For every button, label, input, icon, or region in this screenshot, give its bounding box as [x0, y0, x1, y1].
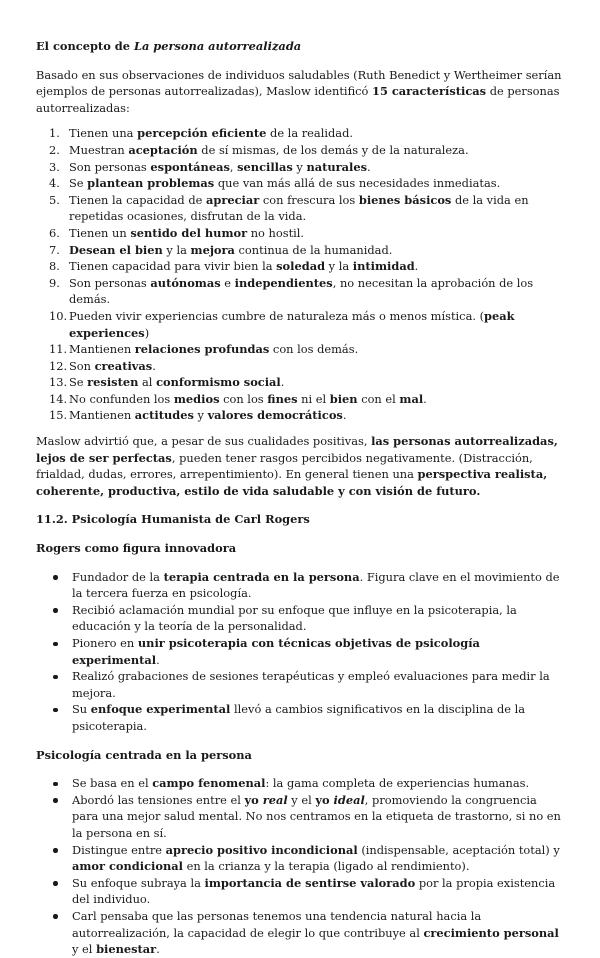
text-run: de la realidad.: [266, 126, 353, 141]
text-run: .: [280, 375, 285, 390]
text-run: Son: [69, 358, 95, 373]
numbered-list-item: [36, 407, 566, 424]
text-run: crecimiento personal: [423, 925, 559, 940]
list-number: 10.: [49, 308, 68, 323]
list-number: 14.: [49, 391, 68, 406]
text-run: al: [138, 375, 157, 390]
bullet-dot-icon: [53, 881, 58, 886]
text-run: por la propia existencia del individuo.: [72, 875, 556, 907]
numbered-list-item: [36, 358, 566, 375]
section-title-autorrealizada: [36, 38, 566, 55]
text-run: Desean el bien: [69, 242, 163, 257]
text-run: resisten: [87, 375, 139, 390]
text-run: .: [414, 259, 419, 274]
document-page: [36, 38, 566, 958]
list-number: 5.: [49, 192, 60, 207]
text-run: .: [156, 652, 160, 667]
bullet-dot-icon: [53, 642, 58, 647]
text-run: Maslow advirtió que, a pesar de sus cualidades positivas,: [36, 434, 372, 449]
text-run: medios: [173, 391, 220, 406]
text-run: y: [292, 159, 307, 174]
bullet-list-item: [36, 569, 566, 602]
bullet-list-item: [36, 602, 566, 635]
innovadora-bullet-list: [36, 569, 566, 735]
numbered-list-item: [36, 125, 566, 142]
text-run: : la gama completa de experiencias humanas.: [265, 776, 530, 791]
list-number: 2.: [49, 142, 60, 157]
text-run: enfoque experimental: [90, 702, 231, 717]
text-run: unir psicoterapia con técnicas objetivas de psicología experimental: [72, 636, 480, 667]
text-run: . Figura clave en el movimiento de la tercera fuerza en psicología.: [72, 569, 560, 601]
text-run: fines: [267, 391, 298, 406]
text-run: Abordó las tensiones entre el: [72, 792, 245, 807]
intro-paragraph: [36, 67, 566, 117]
bullet-list-item: [36, 701, 566, 734]
bullet-list-item: [36, 635, 566, 668]
bullet-dot-icon: [53, 914, 58, 919]
text-run: que van más allá de sus necesidades inmediatas.: [214, 176, 501, 191]
text-run: .: [367, 159, 371, 174]
text-run: no hostil.: [247, 225, 305, 240]
text-run: actitudes: [134, 408, 194, 423]
text-run: (indispensable, aceptación total) y: [357, 842, 560, 857]
text-run: y la: [325, 259, 353, 274]
numbered-list-item: [36, 242, 566, 259]
text-run: bien: [329, 391, 358, 406]
text-run: ni el: [297, 391, 330, 406]
list-number: 7.: [49, 242, 60, 257]
text-run: terapia centrada en la persona: [163, 569, 360, 584]
text-run: Recibió aclamación mundial por su enfoque que influye en la psicoterapia, la educación y la teoría de la personalidad.: [72, 602, 517, 634]
text-run: Tienen una: [69, 126, 138, 141]
bullet-dot-icon: [53, 798, 58, 803]
numbered-list-item: [36, 308, 566, 341]
numbered-list-item: [36, 391, 566, 408]
numbered-list-item: [36, 175, 566, 192]
text-run: yo: [244, 792, 263, 807]
subsection-title-innovadora: Rogers como figura innovadora: [36, 541, 237, 556]
text-run: Pueden vivir experiencias cumbre de naturaleza más o menos mística. (: [69, 308, 485, 323]
text-run: valores democráticos: [207, 408, 343, 423]
text-run: intimidad: [352, 259, 415, 274]
numbered-list-item: [36, 341, 566, 358]
bullet-list-item: [36, 875, 566, 908]
text-run: e: [220, 275, 235, 290]
list-number: 12.: [49, 358, 68, 373]
list-number: 3.: [49, 159, 60, 174]
text-run: 15 características: [372, 84, 487, 99]
list-number: 13.: [49, 375, 68, 390]
text-run: peak experiences: [69, 308, 515, 340]
bullet-dot-icon: [53, 848, 58, 853]
text-run: con los demás.: [269, 342, 359, 357]
text-run: .: [152, 358, 156, 373]
text-run: llevó a cambios significativos en la disciplina de la psicoterapia.: [72, 702, 526, 733]
characteristics-list: [36, 125, 566, 424]
text-run: Tienen capacidad para vivir bien la: [69, 259, 277, 274]
section-title-rogers: 11.2. Psicología Humanista de Carl Rogers: [36, 512, 310, 527]
text-run: apreciar: [206, 192, 260, 207]
numbered-list-item: [36, 258, 566, 275]
text-run: mal: [399, 391, 424, 406]
text-run: de personas autorrealizadas:: [36, 84, 560, 115]
text-run: continua de la humanidad.: [234, 242, 393, 257]
text-run: yo: [315, 792, 334, 807]
text-run: Su: [72, 702, 91, 717]
bullet-dot-icon: [53, 708, 58, 713]
text-run: , no necesitan la aprobación de los demás.: [69, 275, 534, 307]
list-number: 8.: [49, 259, 60, 274]
numbered-list-item: [36, 159, 566, 176]
list-number: 15.: [49, 408, 68, 423]
text-run: ,: [229, 159, 238, 174]
numbered-list-item: [36, 192, 566, 225]
numbered-list-item: [36, 225, 566, 242]
list-number: 9.: [49, 275, 60, 290]
subsection-title-centrada: Psicología centrada en la persona: [36, 747, 252, 762]
text-run: mejora: [190, 242, 235, 257]
text-run: importancia de sentirse valorado: [204, 875, 416, 890]
text-run: Tienen la capacidad de: [69, 192, 206, 207]
text-run: Carl pensaba que las personas tenemos una tendencia natural hacia la autorrealización, la capacidad de elegir lo que contribuye al: [72, 908, 482, 940]
bullet-list-item: [36, 792, 566, 842]
text-run: y el: [72, 942, 97, 957]
text-run: Tienen un: [69, 225, 131, 240]
text-run: campo fenomenal: [152, 776, 266, 791]
list-number: 6.: [49, 225, 60, 240]
text-run: Se basa en el: [72, 776, 153, 791]
text-run: percepción eficiente: [137, 126, 267, 141]
text-run: .: [342, 408, 347, 423]
text-run: las personas autorrealizadas, lejos de ser perfectas: [36, 434, 558, 465]
text-run: Fundador de la: [72, 569, 164, 584]
text-run: creativas: [94, 358, 153, 373]
title-plain: El concepto de: [36, 39, 134, 53]
text-run: de la vida en repetidas ocasiones, disfrutan de la vida.: [69, 192, 529, 224]
bullet-dot-icon: [53, 608, 58, 613]
text-run: , pueden tener rasgos percibidos negativamente. (Distracción, frialdad, dudas, errores, arrepentimiento). En general tienen una: [36, 450, 533, 482]
text-run: con el: [357, 391, 400, 406]
text-run: ideal: [333, 792, 365, 807]
text-run: .: [156, 942, 160, 957]
text-run: y la: [162, 242, 191, 257]
bullet-list-item: [36, 775, 566, 792]
text-run: Pionero en: [72, 636, 138, 650]
text-run: autónomas: [150, 275, 221, 290]
text-run: Son personas: [69, 159, 151, 174]
bullet-dot-icon: [53, 782, 58, 787]
text-run: con los: [219, 391, 268, 406]
text-run: perspectiva realista, coherente, productiva, estilo de vida saludable y con visión de futuro.: [36, 467, 548, 498]
text-run: de sí mismas, de los demás y de la naturaleza.: [197, 142, 469, 157]
text-run: Se: [69, 176, 88, 191]
text-run: Mantienen: [69, 342, 135, 357]
text-run: amor condicional: [72, 859, 183, 874]
text-run: relaciones profundas: [134, 342, 270, 357]
text-run: Muestran: [69, 142, 129, 157]
text-run: real: [262, 792, 288, 807]
text-run: No confunden los: [69, 391, 174, 406]
text-run: naturales: [306, 159, 368, 174]
text-run: en la crianza y la terapia (ligado al rendimiento).: [182, 859, 470, 874]
bullet-dot-icon: [53, 575, 58, 580]
text-run: bienes básicos: [358, 192, 452, 207]
numbered-list-item: [36, 374, 566, 391]
centrada-bullet-list: [36, 775, 566, 958]
bullet-list-item: [36, 668, 566, 701]
text-run: Son personas: [69, 275, 151, 290]
text-run: sencillas: [237, 159, 293, 174]
list-number: 11.: [49, 342, 68, 357]
text-run: , promoviendo la congruencia para una mejor salud mental. No nos centramos en la etiqueta de trastorno, si no en la persona en sí.: [72, 792, 561, 840]
text-run: ): [144, 325, 150, 340]
title-italic: La persona autorrealizada: [133, 39, 302, 53]
text-run: y: [193, 408, 208, 423]
text-run: aceptación: [128, 142, 198, 157]
list-number: 1.: [49, 126, 60, 141]
text-run: conformismo social: [156, 375, 281, 390]
text-run: espontáneas: [150, 159, 230, 174]
numbered-list-item: [36, 142, 566, 159]
bullet-list-item: [36, 908, 566, 958]
text-run: con frescura los: [259, 192, 359, 207]
text-run: .: [423, 391, 427, 406]
numbered-list-item: [36, 275, 566, 308]
text-run: Mantienen: [69, 408, 135, 423]
list-number: 4.: [49, 176, 60, 191]
text-run: Realizó grabaciones de sesiones terapéuticas y empleó evaluaciones para medir la mejora.: [72, 669, 550, 700]
text-run: sentido del humor: [130, 225, 248, 240]
bullet-dot-icon: [53, 675, 58, 680]
text-run: aprecio positivo incondicional: [165, 842, 358, 857]
text-run: Su enfoque subraya la: [72, 875, 205, 890]
text-run: Basado en sus observaciones de individuos saludables (Ruth Benedict y Wertheimer serían ejemplos de personas autorrealizadas), Maslow identificó: [36, 67, 562, 99]
outro-paragraph: [36, 433, 566, 499]
text-run: bienestar: [96, 942, 157, 957]
bullet-list-item: [36, 842, 566, 875]
text-run: y el: [287, 792, 316, 807]
text-run: Se: [69, 375, 88, 390]
text-run: plantean problemas: [87, 176, 215, 191]
text-run: Distingue entre: [72, 842, 166, 857]
text-run: soledad: [276, 259, 326, 274]
text-run: independientes: [234, 275, 333, 290]
